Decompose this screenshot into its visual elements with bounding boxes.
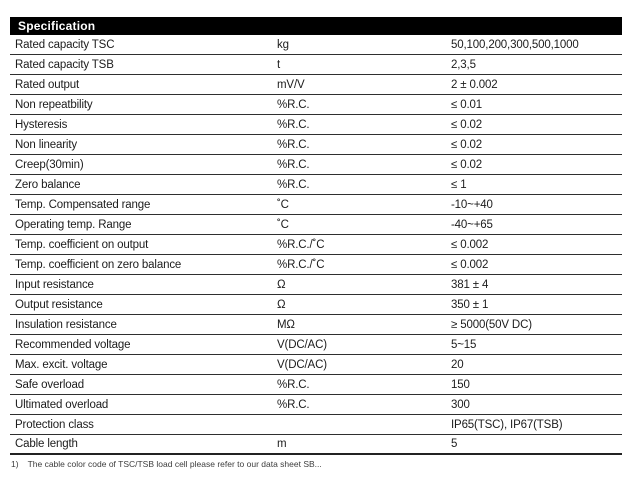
table-row bbox=[10, 315, 622, 335]
spec-unit-cell: ˚C bbox=[277, 218, 289, 231]
spec-value-cell: 2 ± 0.002 bbox=[451, 78, 498, 91]
table-row bbox=[10, 75, 622, 95]
spec-unit-cell: %R.C. bbox=[277, 158, 310, 171]
spec-name-cell: Non linearity bbox=[15, 138, 77, 151]
spec-value-cell: ≤ 0.01 bbox=[451, 98, 482, 111]
spec-value-cell: ≤ 0.02 bbox=[451, 138, 482, 151]
spec-value-cell: 2,3,5 bbox=[451, 58, 476, 71]
footnote-text: The cable color code of TSC/TSB load cell please refer to our data sheet SB... bbox=[27, 459, 322, 469]
spec-unit-cell: t bbox=[277, 58, 281, 71]
spec-unit-cell: %R.C. bbox=[277, 118, 310, 131]
table-row bbox=[10, 55, 622, 75]
table-row bbox=[10, 355, 622, 375]
spec-value-cell: ≤ 0.002 bbox=[451, 258, 489, 271]
spec-value-cell: 20 bbox=[451, 358, 464, 371]
spec-name-cell: Temp. Compensated range bbox=[15, 198, 151, 211]
spec-unit-cell: Ω bbox=[277, 278, 286, 291]
table-row bbox=[10, 275, 622, 295]
spec-unit-cell: kg bbox=[277, 38, 289, 51]
spec-value-cell: -40~+65 bbox=[451, 218, 493, 231]
spec-name-cell: Safe overload bbox=[15, 378, 85, 391]
spec-name-cell: Temp. coefficient on output bbox=[15, 238, 149, 251]
table-row bbox=[10, 235, 622, 255]
table-row bbox=[10, 295, 622, 315]
table-title: Specification bbox=[18, 19, 96, 33]
table-row bbox=[10, 175, 622, 195]
spec-name-cell: Output resistance bbox=[15, 298, 103, 311]
spec-unit-cell: m bbox=[277, 438, 287, 450]
spec-name-cell: Rated capacity TSC bbox=[15, 38, 115, 51]
footnote bbox=[11, 459, 322, 469]
spec-value-cell: 300 bbox=[451, 398, 470, 411]
spec-unit-cell: %R.C./˚C bbox=[277, 238, 325, 251]
spec-value-cell: ≤ 0.02 bbox=[451, 118, 482, 131]
spec-unit-cell: %R.C. bbox=[277, 178, 310, 191]
spec-name-cell: Hysteresis bbox=[15, 118, 68, 131]
spec-unit-cell: %R.C. bbox=[277, 378, 310, 391]
table-row bbox=[10, 395, 622, 415]
spec-name-cell: Non repeatbility bbox=[15, 98, 93, 111]
spec-name-cell: Protection class bbox=[15, 418, 94, 431]
table-header-bar bbox=[10, 17, 622, 35]
spec-unit-cell: MΩ bbox=[277, 318, 295, 331]
spec-value-cell: ≤ 0.02 bbox=[451, 158, 482, 171]
spec-value-cell: 5 bbox=[451, 438, 458, 450]
table-body bbox=[10, 35, 622, 455]
spec-unit-cell: %R.C. bbox=[277, 398, 310, 411]
spec-name-cell: Rated capacity TSB bbox=[15, 58, 114, 71]
spec-name-cell: Max. excit. voltage bbox=[15, 358, 108, 371]
table-row bbox=[10, 135, 622, 155]
spec-name-cell: Input resistance bbox=[15, 278, 94, 291]
spec-value-cell: ≤ 0.002 bbox=[451, 238, 489, 251]
spec-value-cell: IP65(TSC), IP67(TSB) bbox=[451, 418, 563, 431]
spec-name-cell: Zero balance bbox=[15, 178, 81, 191]
table-row bbox=[10, 115, 622, 135]
spec-unit-cell: ˚C bbox=[277, 198, 289, 211]
spec-unit-cell: %R.C./˚C bbox=[277, 258, 325, 271]
spec-value-cell: 350 ± 1 bbox=[451, 298, 489, 311]
spec-value-cell: ≤ 1 bbox=[451, 178, 467, 191]
spec-value-cell: -10~+40 bbox=[451, 198, 493, 211]
spec-name-cell: Rated output bbox=[15, 78, 80, 91]
spec-value-cell: 381 ± 4 bbox=[451, 278, 489, 291]
spec-name-cell: Cable length bbox=[15, 438, 78, 450]
table-row bbox=[10, 335, 622, 355]
spec-value-cell: ≥ 5000(50V DC) bbox=[451, 318, 532, 331]
spec-value-cell: 50,100,200,300,500,1000 bbox=[451, 38, 579, 51]
spec-name-cell: Ultimated overload bbox=[15, 398, 109, 411]
spec-unit-cell: Ω bbox=[277, 298, 286, 311]
spec-unit-cell: %R.C. bbox=[277, 138, 310, 151]
table-row bbox=[10, 35, 622, 55]
spec-name-cell: Recommended voltage bbox=[15, 338, 131, 351]
footnote-marker: 1) bbox=[11, 459, 19, 469]
spec-name-cell: Temp. coefficient on zero balance bbox=[15, 258, 182, 271]
specification-table bbox=[10, 17, 622, 455]
spec-name-cell: Creep(30min) bbox=[15, 158, 84, 171]
table-row bbox=[10, 415, 622, 435]
spec-unit-cell: V(DC/AC) bbox=[277, 358, 327, 371]
table-row bbox=[10, 255, 622, 275]
spec-unit-cell: mV/V bbox=[277, 78, 305, 91]
spec-unit-cell: %R.C. bbox=[277, 98, 310, 111]
table-row bbox=[10, 195, 622, 215]
spec-name-cell: Operating temp. Range bbox=[15, 218, 132, 231]
table-row bbox=[10, 435, 622, 455]
spec-name-cell: Insulation resistance bbox=[15, 318, 117, 331]
table-row bbox=[10, 375, 622, 395]
spec-value-cell: 150 bbox=[451, 378, 470, 391]
spec-value-cell: 5~15 bbox=[451, 338, 477, 351]
table-row bbox=[10, 215, 622, 235]
table-row bbox=[10, 95, 622, 115]
spec-unit-cell: V(DC/AC) bbox=[277, 338, 327, 351]
table-row bbox=[10, 155, 622, 175]
